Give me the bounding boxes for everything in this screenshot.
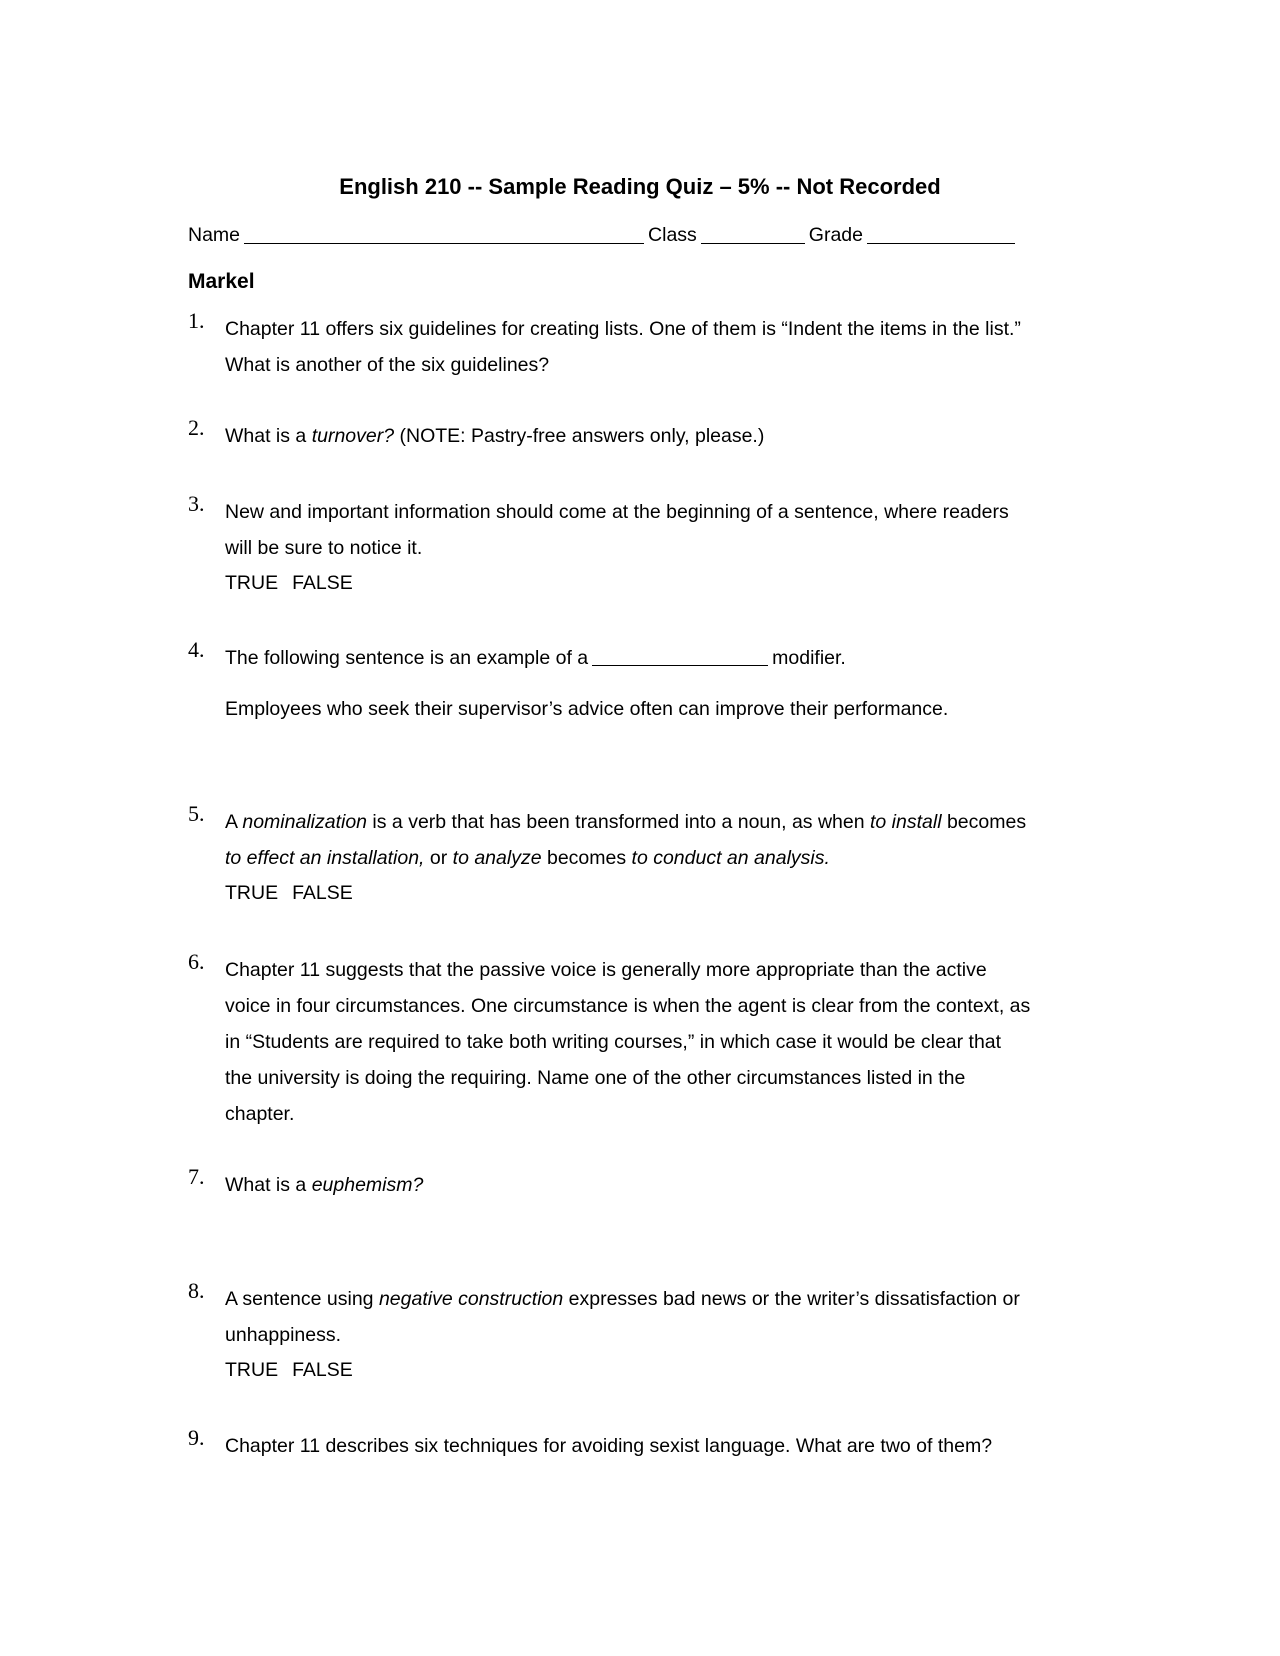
question-term: to effect an installation,	[225, 847, 425, 869]
question-2	[188, 415, 1088, 454]
question-9	[188, 1425, 1088, 1464]
question-number: 8.	[188, 1278, 205, 1303]
grade-label: Grade	[808, 224, 863, 246]
question-text: A	[225, 811, 243, 833]
false-option[interactable]: FALSE	[292, 572, 353, 594]
false-option[interactable]: FALSE	[292, 1359, 353, 1381]
question-3	[188, 491, 1088, 600]
true-false-options	[225, 566, 1088, 600]
question-number: 9.	[188, 1425, 205, 1450]
question-4	[188, 637, 1088, 726]
question-number: 2.	[188, 415, 205, 440]
question-6	[188, 949, 1088, 1132]
question-text: or	[424, 847, 453, 869]
true-option[interactable]: TRUE	[225, 882, 279, 904]
question-text: What is a	[225, 425, 312, 447]
grade-field[interactable]	[867, 223, 1015, 244]
example-sentence: Employees who seek their supervisor’s advice often can improve their performance.	[225, 698, 949, 720]
question-text: becomes	[541, 847, 632, 869]
question-text: Chapter 11 describes six techniques for avoiding sexist language. What are two of them?	[225, 1435, 993, 1457]
name-field[interactable]	[244, 223, 644, 244]
question-text: the university is doing the requiring. Name one of the other circumstances listed in the	[225, 1067, 966, 1089]
question-term: euphemism?	[311, 1174, 424, 1196]
question-text: voice in four circumstances. One circumstance is when the agent is clear from the context, as	[225, 995, 1031, 1017]
class-field[interactable]	[701, 223, 805, 244]
true-false-options	[225, 876, 1088, 910]
question-term: to conduct an analysis.	[631, 847, 830, 869]
page-title: English 210 -- Sample Reading Quiz – 5% -- Not Recorded	[339, 174, 941, 199]
true-false-options	[225, 1353, 1088, 1387]
question-term: negative construction	[378, 1288, 564, 1310]
class-label: Class	[648, 224, 697, 246]
question-8	[188, 1278, 1088, 1387]
question-text: What is a	[225, 1174, 312, 1196]
question-text: Chapter 11 suggests that the passive voice is generally more appropriate than the active	[225, 959, 987, 981]
question-number: 3.	[188, 491, 205, 516]
answer-blank[interactable]	[592, 647, 768, 666]
section-heading: Markel	[188, 270, 255, 293]
name-class-grade-row	[188, 220, 1019, 247]
question-text: (NOTE: Pastry-free answers only, please.)	[394, 425, 765, 447]
question-text: A sentence using	[225, 1288, 379, 1310]
question-text: is a verb that has been transformed into a noun, as when	[367, 811, 870, 833]
question-text: New and important information should come at the beginning of a sentence, where readers	[225, 501, 1009, 523]
question-text: becomes	[941, 811, 1027, 833]
question-number: 7.	[188, 1164, 205, 1189]
question-text: chapter.	[225, 1103, 295, 1125]
true-option[interactable]: TRUE	[225, 572, 279, 594]
question-text: The following sentence is an example of a	[225, 647, 589, 669]
true-option[interactable]: TRUE	[225, 1359, 279, 1381]
question-5	[188, 801, 1088, 910]
question-text: Chapter 11 offers six guidelines for creating lists. One of them is “Indent the items in the list.”	[225, 318, 1021, 340]
false-option[interactable]: FALSE	[292, 882, 353, 904]
question-number: 4.	[188, 637, 205, 662]
question-7	[188, 1164, 1088, 1203]
question-term: turnover?	[311, 425, 395, 447]
question-1	[188, 308, 1088, 383]
question-text: What is another of the six guidelines?	[225, 354, 550, 376]
question-number: 6.	[188, 949, 205, 974]
question-text: will be sure to notice it.	[225, 537, 423, 559]
question-text: unhappiness.	[225, 1324, 342, 1346]
question-number: 5.	[188, 801, 205, 826]
question-text: expresses bad news or the writer’s dissatisfaction or	[563, 1288, 1020, 1310]
name-label: Name	[188, 224, 241, 246]
question-term: to install	[870, 811, 942, 833]
question-term: nominalization	[242, 811, 368, 833]
question-term: to analyze	[452, 847, 542, 869]
question-text: modifier.	[772, 647, 846, 669]
question-text: in “Students are required to take both writing courses,” in which case it would be clear that	[225, 1031, 1002, 1053]
question-number: 1.	[188, 308, 205, 333]
